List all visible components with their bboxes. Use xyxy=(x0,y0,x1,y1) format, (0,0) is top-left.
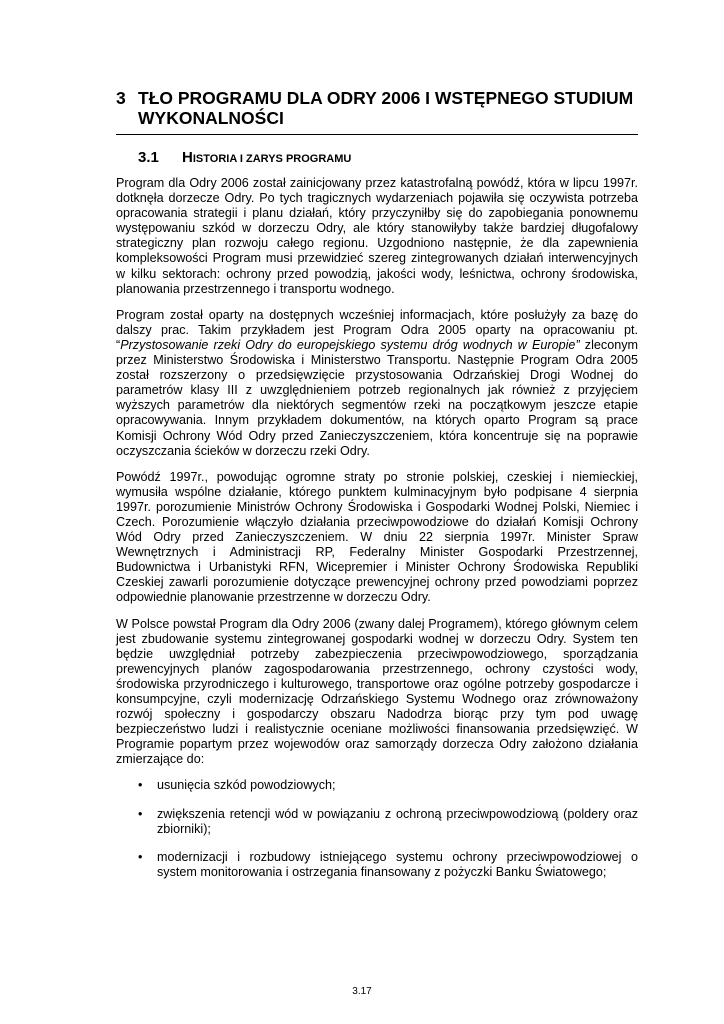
paragraph-2 xyxy=(116,308,638,459)
paragraph-2-part-b: zleconym przez Ministerstwo Środowiska i Ministerstwo Transportu. Następnie Program Odra 2005 został rozszerzony o przedsięwzięcie przystosowania Odrzańskiej Drogi Wodnej do parametrów klasy III z uwzględnieniem potrzeb regionalnych jak również z przyjęciem wyższych parametrów dla niektórych segmentów rzeki na początkowym jeszcze etapie opracowywania. Innym przykładem dokumentów, na których oparto Program są prace Komisji Ochrony Wód Odry przed Zanieczyszczeniem, która koncentruje się na poprawie oczyszczania ścieków w dorzeczu rzeki Odry. xyxy=(116,337,638,458)
list-item-text: modernizacji i rozbudowy istniejącego systemu ochrony przeciwpowodziowej o system monitorowania i ostrzegania finansowany z pożyczki Banku Światowego; xyxy=(157,849,638,879)
list-item xyxy=(116,850,638,880)
paragraph-1: Program dla Odry 2006 został zainicjowany przez katastrofalną powódź, która w lipcu 1997r. dotknęła dorzecze Odry. Po tych tragicznych wydarzeniach pojawiła się oczywista potrzeba opracowania strategii i planu działań, który przyczyniłby się do zapobiegania ponownemu występowaniu szkód w dorzeczu Odry, ale który stanowiłyby także bardziej długofalowy strategiczny plan rozwoju całego regionu. Uzgodniono następnie, że dla zapewnienia kompleksowości Program musi przewidzieć szereg zintegrowanych działań interwencyjnych w kilku sektorach: ochrony przed powodzią, jakości wody, leśnictwa, ochrony środowiska, planowania przestrzennego i transportu wodnego. xyxy=(116,176,638,296)
paragraph-2-part-a: Program został oparty na dostępnych wcześniej informacjach, które posłużyły za bazę do dalszy prac. Takim przykładem jest Program Odra 2005 oparty na opracowaniu pt. “ xyxy=(116,307,638,352)
bullet-icon: • xyxy=(138,806,143,821)
bullet-list xyxy=(116,778,638,879)
section-title-rest: ISTORIA I ZARYS PROGRAMU xyxy=(192,153,352,165)
paragraph-4: W Polsce powstał Program dla Odry 2006 (zwany dalej Programem), którego głównym celem jest zbudowanie systemu zintegrowanej gospodarki wodnej w dorzeczu Odry. System ten będzie uwzględniał potrzeby zabezpieczenia przeciwpowodziowego, sporządzania prewencyjnych planów zagospodarowania przestrzennego, ochrony czystości wody, środowiska przyrodniczego i kulturowego, transportowe oraz ogólne potrzeby gospodarcze i konsumpcyjne, czyli modernizację Odrzańskiego Systemu Wodnego oraz zrównoważony rozwój społeczny i gospodarczy obszaru Nadodrza biorąc przy tym pod uwagę bezpieczeństwo ludzi i realistycznie oceniane możliwości finansowania przedsięwzięć. W Programie popartym przez wojewodów oraz samorządy dorzecza Odry założono działania zmierzające do: xyxy=(116,616,638,767)
section-title-initial: H xyxy=(182,149,193,166)
list-item xyxy=(116,778,638,793)
bullet-icon: • xyxy=(138,778,143,793)
chapter-number: 3 xyxy=(116,88,126,108)
list-item-text: usunięcia szkód powodziowych; xyxy=(157,778,336,793)
chapter-heading xyxy=(116,88,638,135)
bullet-icon: • xyxy=(138,849,143,864)
paragraph-3: Powódź 1997r., powodując ogromne straty po stronie polskiej, czeskiej i niemieckiej, wymusiła wspólne działanie, którego punktem kulminacyjnym było podpisane 4 sierpnia 1997r. porozumienie Ministrów Ochrony Środowiska i Gospodarki Wodnej Polski, Niemiec i Czech. Porozumienie włączyło działania przeciwpowodziowe do działań Komisji Ochrony Wód Odry przed Zanieczyszczeniem. W dniu 22 sierpnia 1997r. Minister Spraw Wewnętrznych i Administracji RP, Federalny Minister Gospodarki Przestrzennej, Budownictwa i Urbanistyki RFN, Wicepremier i Minister Ochrony Środowiska Republiki Czeskiej zawarli porozumienie dotyczące prewencyjnej ochrony przed powodziami poprzez odpowiednie planowanie przestrzenne w dorzeczu Odry. xyxy=(116,469,638,605)
section-number: 3.1 xyxy=(138,149,159,166)
paragraph-2-italic-title: Przystosowanie rzeki Odry do europejskiego systemu dróg wodnych w Europie” xyxy=(120,337,580,352)
list-item xyxy=(116,807,638,837)
page-number: 3.17 xyxy=(352,986,372,997)
chapter-title: TŁO PROGRAMU DLA ODRY 2006 I WSTĘPNEGO STUDIUM WYKONALNOŚCI xyxy=(138,88,634,128)
list-item-text: zwiększenia retencji wód w powiązaniu z ochroną przeciwpowodziową (poldery oraz zbiorniki); xyxy=(157,806,638,836)
body-text xyxy=(116,176,638,893)
section-heading xyxy=(138,149,351,167)
